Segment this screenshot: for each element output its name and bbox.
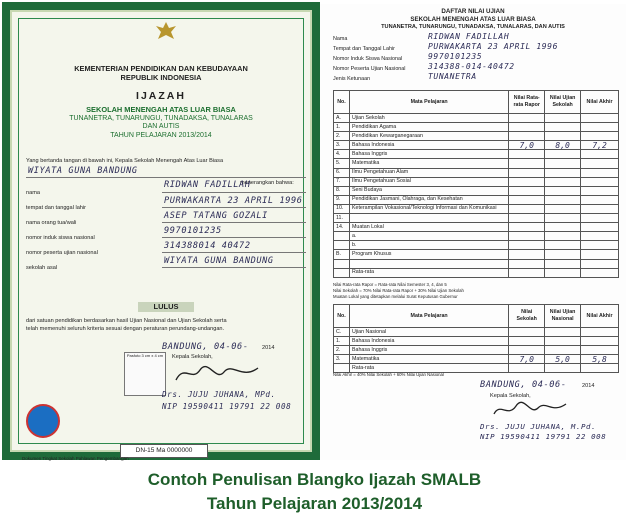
table-cell xyxy=(509,259,545,268)
table-row xyxy=(334,259,619,268)
field-label: Jenis Ketunaan xyxy=(333,76,371,82)
table-cell: C. xyxy=(334,328,350,337)
table-cell xyxy=(334,232,350,241)
certificate-document xyxy=(2,2,320,460)
table-cell: Pendidikan Jasmani, Olahraga, dan Kesehatan xyxy=(349,195,508,204)
table-cell: 5,8 xyxy=(581,355,619,364)
table-row xyxy=(334,150,619,159)
table-note: Nilai Sekolah = 70% Nilai Rata-rata Rapor + 30% Nilai Ujian Sekolah xyxy=(333,288,464,293)
table-row xyxy=(334,328,619,337)
table-cell xyxy=(509,268,545,277)
table-cell: 1. xyxy=(334,337,350,346)
table-cell xyxy=(581,186,619,195)
table-cell: Pendidikan Agama xyxy=(349,123,508,132)
table-cell xyxy=(581,346,619,355)
table-note: Muatan Lokal yang ditetapkan melalui Surat Keputusan Gubernur xyxy=(333,294,458,299)
table-cell: 10. xyxy=(334,204,350,213)
table-cell xyxy=(545,132,581,141)
table-cell xyxy=(581,364,619,373)
table-cell xyxy=(509,328,545,337)
table-cell xyxy=(509,195,545,204)
header-cell: No. xyxy=(334,91,350,114)
caption-line-1: Contoh Penulisan Blangko Ijazah SMALB xyxy=(147,470,482,489)
table-row xyxy=(334,355,619,364)
header-cell: Nilai Ujian Nasional xyxy=(545,305,581,328)
table-cell xyxy=(545,159,581,168)
table-cell: 5. xyxy=(334,159,350,168)
grade-sheet-document xyxy=(320,4,626,460)
institution-seal-icon xyxy=(26,404,60,438)
table-cell xyxy=(509,132,545,141)
table-cell: Bahasa Indonesia xyxy=(349,337,508,346)
value-parent: ASEP TATANG GOZALI xyxy=(164,211,268,221)
table-row xyxy=(334,195,619,204)
signature-image xyxy=(172,362,262,386)
table-cell xyxy=(581,123,619,132)
table-cell xyxy=(334,259,350,268)
table-header-row xyxy=(334,91,619,114)
field-value: TUNANETRA xyxy=(428,72,477,81)
label-birth: tempat dan tanggal lahir xyxy=(26,205,87,211)
table-cell xyxy=(545,195,581,204)
footer-note: Dokumen Tingkat Sekolah Pahlawan Pengembangan xyxy=(22,456,129,461)
table-header-row xyxy=(334,305,619,328)
table-note: Nilai Akhir = 40% Nilai Sekolah + 60% Nilai Ujian Nasional xyxy=(333,372,444,377)
rule-line xyxy=(162,207,306,208)
signer-name: Drs. JUJU JUHANA, M.Pd. xyxy=(480,422,597,431)
table-cell: Bahasa Inggris xyxy=(349,150,508,159)
table-cell: 11. xyxy=(334,214,350,223)
table-cell: 7,0 xyxy=(509,355,545,364)
table-row xyxy=(334,186,619,195)
table-cell: Matematika xyxy=(349,159,508,168)
table-cell: Muatan Lokal xyxy=(349,223,508,232)
grade-sheet-subtitle-2: TUNANETRA, TUNARUNGU, TUNADAKSA, TUNALARAS, DAN AUTIS xyxy=(381,24,565,30)
certificate-paper xyxy=(10,10,312,461)
table-cell xyxy=(509,232,545,241)
table-row xyxy=(334,177,619,186)
header-cell: Nilai Akhir xyxy=(581,305,619,328)
table-row xyxy=(334,214,619,223)
ministry-name: KEMENTERIAN PENDIDIKAN DAN KEBUDAYAAN xyxy=(74,64,248,73)
table-cell: Seni Budaya xyxy=(349,186,508,195)
value-exam-no: 314388014 40472 xyxy=(164,241,251,251)
intro-text: Yang bertanda tangan di bawah ini, Kepala Sekolah Menengah Atas Luar Biasa xyxy=(26,158,224,164)
table-row xyxy=(334,337,619,346)
basis-line-2: telah memenuhi seluruh kriteria sesuai dengan peraturan perundang-undangan. xyxy=(26,326,225,332)
table-row xyxy=(334,168,619,177)
table-cell xyxy=(545,214,581,223)
table-cell xyxy=(581,223,619,232)
signer-position: Kepala Sekolah, xyxy=(172,354,213,360)
table-cell xyxy=(581,114,619,123)
table-cell xyxy=(509,186,545,195)
header-cell: Nilai Sekolah xyxy=(509,305,545,328)
table-cell xyxy=(581,177,619,186)
table-cell xyxy=(509,177,545,186)
table-cell: Ujian Sekolah xyxy=(349,114,508,123)
table-row xyxy=(334,346,619,355)
table-cell xyxy=(334,268,350,277)
certificate-title: IJAZAH xyxy=(136,90,186,102)
table-cell: b. xyxy=(349,241,508,250)
table-cell xyxy=(509,250,545,259)
field-value: 314388-014-40472 xyxy=(428,62,515,71)
table-cell xyxy=(545,150,581,159)
field-label: Nomor Induk Siswa Nasional xyxy=(333,56,403,62)
table-cell xyxy=(581,232,619,241)
table-cell xyxy=(509,364,545,373)
table-row xyxy=(334,232,619,241)
table-row xyxy=(334,204,619,213)
table-cell xyxy=(545,328,581,337)
table-cell xyxy=(581,337,619,346)
table-cell xyxy=(545,364,581,373)
table-cell xyxy=(509,223,545,232)
table-row xyxy=(334,159,619,168)
table-cell xyxy=(545,259,581,268)
table-cell xyxy=(545,123,581,132)
table-cell: 4. xyxy=(334,150,350,159)
table-row xyxy=(334,123,619,132)
table-cell xyxy=(581,241,619,250)
table-cell xyxy=(509,159,545,168)
grade-sheet-title: DAFTAR NILAI UJIAN xyxy=(441,8,505,15)
header-cell: Nilai Rata-rata Rapor xyxy=(509,91,545,114)
table-cell xyxy=(545,232,581,241)
issue-year: 2014 xyxy=(582,383,595,389)
header-cell: Mata Pelajaran xyxy=(349,305,508,328)
label-exam-no: nomor peserta ujian nasional xyxy=(26,250,98,256)
table-cell xyxy=(545,186,581,195)
table-note: Nilai Rata-rata Rapor = Rata-rata Nilai Semester 3, 4, dan 5 xyxy=(333,282,447,287)
table-cell xyxy=(545,168,581,177)
table-row xyxy=(334,250,619,259)
table-cell xyxy=(509,168,545,177)
rule-line xyxy=(162,222,306,223)
table-cell: 2. xyxy=(334,132,350,141)
table-cell xyxy=(581,195,619,204)
table-cell: Program Khusus xyxy=(349,250,508,259)
table-cell xyxy=(581,150,619,159)
table-cell xyxy=(509,114,545,123)
table-cell: Ilmu Pengetahuan Sosial xyxy=(349,177,508,186)
table-cell: Rata-rata xyxy=(349,364,508,373)
field-label: Nomor Peserta Ujian Nasional xyxy=(333,66,406,72)
label-nis: nomor induk siswa nasional xyxy=(26,235,95,241)
table-cell xyxy=(349,259,508,268)
table-cell xyxy=(581,268,619,277)
school-type: SEKOLAH MENENGAH ATAS LUAR BIASA xyxy=(86,105,236,114)
school-exam-table xyxy=(333,90,619,278)
garuda-emblem-icon xyxy=(154,20,178,42)
header-cell: Nilai Ujian Sekolah xyxy=(545,91,581,114)
table-cell xyxy=(509,150,545,159)
table-cell xyxy=(509,241,545,250)
graduation-status: LULUS xyxy=(138,302,194,312)
header-cell: Mata Pelajaran xyxy=(349,91,508,114)
table-cell: Ujian Nasional xyxy=(349,328,508,337)
table-cell: 5,0 xyxy=(545,355,581,364)
table-cell xyxy=(545,337,581,346)
table-cell: 7. xyxy=(334,177,350,186)
table-cell xyxy=(509,214,545,223)
field-value: 9970101235 xyxy=(428,52,483,61)
table-row xyxy=(334,141,619,150)
field-value: RIDWAN FADILLAH xyxy=(428,32,510,41)
rule-line xyxy=(26,177,306,178)
table-cell: 14. xyxy=(334,223,350,232)
table-cell xyxy=(581,259,619,268)
school-name-handwritten: WIYATA GUNA BANDUNG xyxy=(28,166,138,176)
table-cell xyxy=(581,159,619,168)
table-row xyxy=(334,114,619,123)
table-cell: Bahasa Indonesia xyxy=(349,141,508,150)
table-cell: 7,0 xyxy=(509,141,545,150)
table-cell: 7,2 xyxy=(581,141,619,150)
value-origin: WIYATA GUNA BANDUNG xyxy=(164,256,274,266)
table-cell: 3. xyxy=(334,141,350,150)
table-cell: a. xyxy=(349,232,508,241)
table-cell xyxy=(509,337,545,346)
table-cell xyxy=(334,241,350,250)
table-cell: Bahasa Inggris xyxy=(349,346,508,355)
table-cell: Matematika xyxy=(349,355,508,364)
table-cell xyxy=(545,250,581,259)
value-birth: PURWAKARTA 23 APRIL 1996 xyxy=(164,196,303,206)
states-text: menerangkan bahwa: xyxy=(240,180,294,186)
table-cell xyxy=(545,114,581,123)
academic-year: TAHUN PELAJARAN 2013/2014 xyxy=(110,132,212,139)
table-cell xyxy=(581,214,619,223)
table-cell xyxy=(581,132,619,141)
signer-name: Drs. JUJU JUHANA, MPd. xyxy=(162,390,276,399)
value-nis: 9970101235 xyxy=(164,226,222,236)
table-cell xyxy=(581,168,619,177)
photo-label: Pasfoto 3 cm x 4 cm xyxy=(126,353,164,358)
table-cell: 8,0 xyxy=(545,141,581,150)
table-cell xyxy=(581,328,619,337)
table-cell: Ilmu Pengetahuan Alam xyxy=(349,168,508,177)
field-value: PURWAKARTA 23 APRIL 1996 xyxy=(428,42,558,51)
table-cell: 6. xyxy=(334,168,350,177)
table-cell xyxy=(581,250,619,259)
table-row xyxy=(334,223,619,232)
table-cell: A. xyxy=(334,114,350,123)
photo-placeholder xyxy=(124,352,166,396)
rule-line xyxy=(162,237,306,238)
republic-name: REPUBLIK INDONESIA xyxy=(120,73,202,82)
table-cell: Keterampilan Vokasional/Teknologi Informasi dan Komunikasi xyxy=(349,204,508,213)
grade-sheet-subtitle-1: SEKOLAH MENENGAH ATAS LUAR BIASA xyxy=(410,16,536,23)
table-cell: 2. xyxy=(334,346,350,355)
table-cell xyxy=(349,214,508,223)
table-row xyxy=(334,241,619,250)
table-cell: B. xyxy=(334,250,350,259)
table-cell: Rata-rata xyxy=(349,268,508,277)
rule-line xyxy=(162,252,306,253)
issue-year: 2014 xyxy=(262,345,275,351)
table-cell xyxy=(545,177,581,186)
table-cell xyxy=(545,241,581,250)
table-cell: 9. xyxy=(334,195,350,204)
basis-line-1: dari satuan pendidikan berdasarkan hasil Ujian Nasional dan Ujian Sekolah serta xyxy=(26,318,227,324)
signer-nip: NIP 19590411 19791 22 008 xyxy=(480,432,607,441)
table-cell: 1. xyxy=(334,123,350,132)
field-label: Nama xyxy=(333,36,348,42)
table-cell: 3. xyxy=(334,355,350,364)
table-cell xyxy=(545,223,581,232)
label-name: nama xyxy=(26,190,40,196)
table-cell xyxy=(545,346,581,355)
rule-line xyxy=(162,267,306,268)
header-cell: Nilai Akhir xyxy=(581,91,619,114)
table-cell xyxy=(581,204,619,213)
disability-line-2: DAN AUTIS xyxy=(142,123,180,130)
signer-nip: NIP 19590411 19791 22 008 xyxy=(162,402,292,411)
table-cell xyxy=(545,204,581,213)
table-cell xyxy=(545,268,581,277)
label-origin: sekolah asal xyxy=(26,265,58,271)
label-parent: nama orang tua/wali xyxy=(26,220,77,226)
issue-place-date: BANDUNG, 04-06- xyxy=(162,342,249,352)
rule-line xyxy=(162,192,306,193)
issue-place-date: BANDUNG, 04-06- xyxy=(480,380,567,390)
disability-line-1: TUNANETRA, TUNARUNGU, TUNADAKSA, TUNALARAS xyxy=(69,115,253,122)
table-cell: 8. xyxy=(334,186,350,195)
table-cell xyxy=(509,346,545,355)
signature-image xyxy=(490,400,570,420)
table-row xyxy=(334,132,619,141)
serial-number: DN-15 Ma 0000000 xyxy=(120,444,208,458)
table-cell: Pendidikan Kewarganegaraan xyxy=(349,132,508,141)
national-exam-table xyxy=(333,304,619,373)
table-cell xyxy=(509,204,545,213)
header-cell: No. xyxy=(334,305,350,328)
field-label: Tempat dan Tanggal Lahir xyxy=(333,46,395,52)
value-name: RIDWAN FADILLAH xyxy=(164,180,251,190)
caption-line-2: Tahun Pelajaran 2013/2014 xyxy=(206,494,423,513)
signer-position: Kepala Sekolah, xyxy=(490,393,531,399)
table-row xyxy=(334,268,619,277)
table-cell xyxy=(509,123,545,132)
